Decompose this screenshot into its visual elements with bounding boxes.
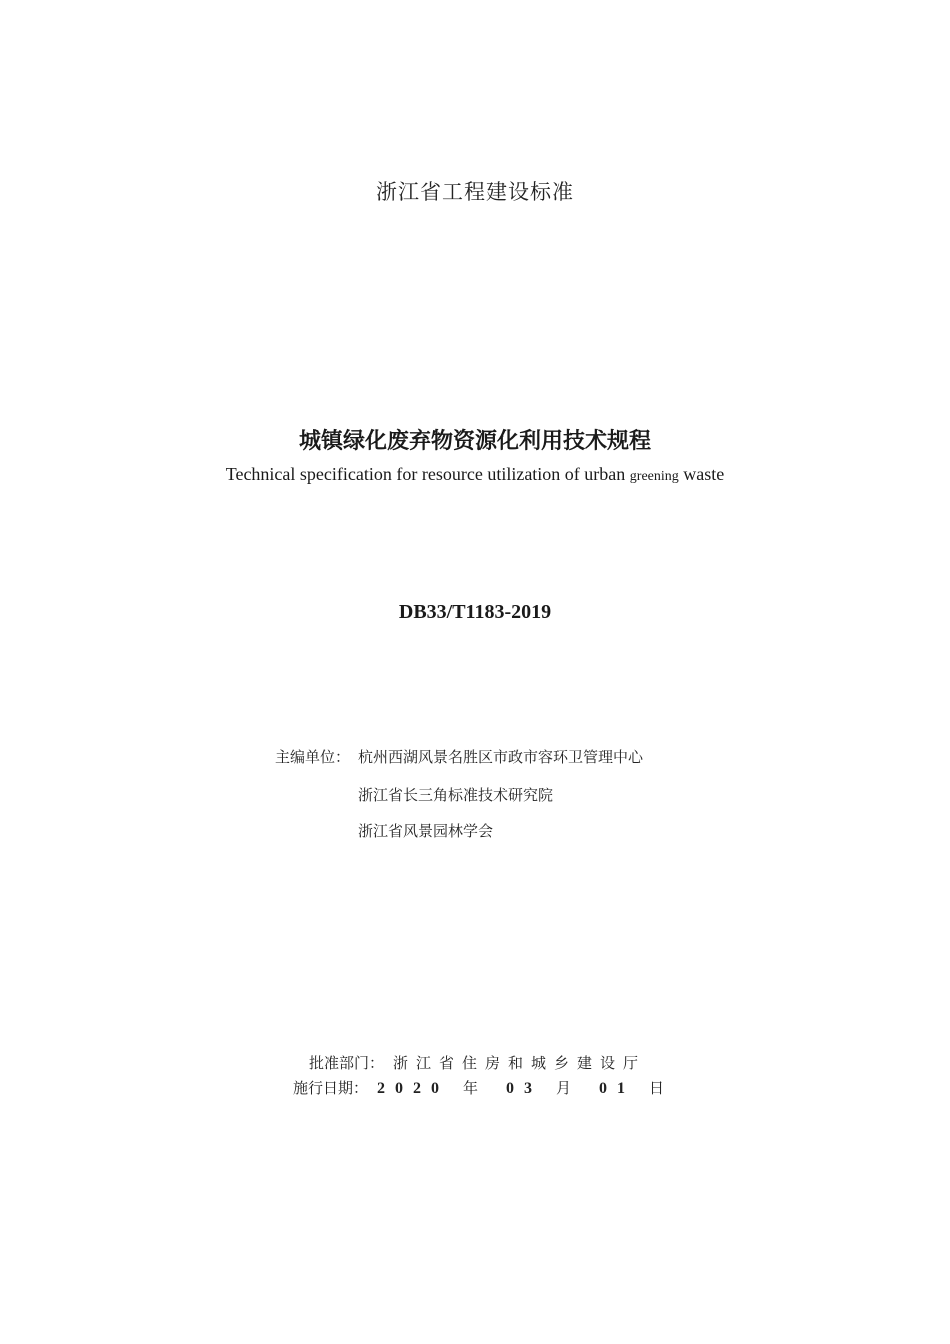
organization-item: 浙江省长三角标准技术研究院 — [358, 786, 554, 804]
effective-date-label: 施行日期： — [293, 1079, 369, 1097]
title-en-main: Technical specification for resource utilization of urban — [225, 464, 630, 484]
title-en-small: greening — [629, 469, 679, 484]
organization-label: 主编单位： — [275, 748, 351, 766]
organization-item: 杭州西湖风景名胜区市政市容环卫管理中心 — [358, 748, 644, 766]
approval-label: 批准部门： — [309, 1054, 385, 1072]
standard-code: DB33/T1183-2019 — [398, 601, 552, 623]
document-title-english — [0, 464, 950, 485]
approval-department: 浙江省住房和城乡建设厅 — [393, 1054, 647, 1072]
year-unit: 年 — [463, 1079, 479, 1097]
effective-day: 01 — [599, 1080, 636, 1097]
organization-item: 浙江省风景园林学会 — [358, 822, 494, 840]
effective-month: 03 — [506, 1080, 543, 1097]
standard-series: 浙江省工程建设标准 — [376, 180, 574, 204]
effective-year: 2020 — [377, 1080, 449, 1097]
month-unit: 月 — [556, 1079, 572, 1097]
title-en-tail: waste — [678, 464, 725, 484]
day-unit: 日 — [649, 1079, 665, 1097]
effective-date — [377, 1077, 664, 1098]
document-title-chinese: 城镇绿化废弃物资源化利用技术规程 — [298, 429, 651, 454]
